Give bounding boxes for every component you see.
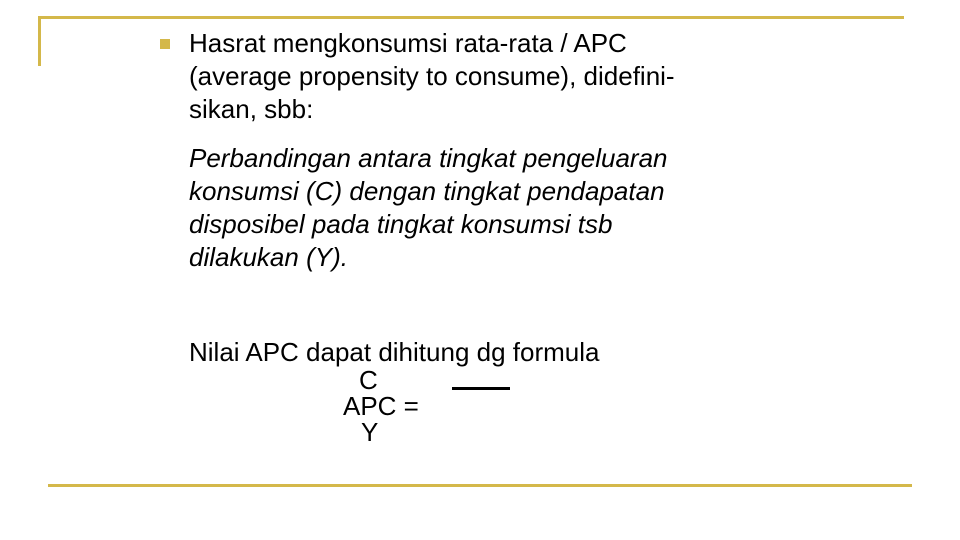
definition-line: disposibel pada tingkat konsumsi tsb [189,209,613,239]
formula-intro: Nilai APC dapat dihitung dg formula [189,337,600,367]
bullet-line: (average propensity to consume), didefini- [189,61,675,91]
square-bullet-icon [160,39,170,49]
bullet-line: sikan, sbb: [189,94,314,124]
bottom-divider [48,484,912,487]
definition-line: konsumsi (C) dengan tingkat pendapatan [189,176,665,206]
top-divider [40,16,904,19]
formula-lhs: APC = [343,391,419,421]
formula-numerator: C [359,365,378,395]
fraction-bar [452,387,510,390]
definition-text [189,142,668,274]
formula-denominator: Y [361,417,379,447]
left-accent-bar [38,16,41,66]
definition-line: dilakukan (Y). [189,242,348,272]
definition-line: Perbandingan antara tingkat pengeluaran [189,143,668,173]
bullet-line: Hasrat mengkonsumsi rata-rata / APC [189,28,627,58]
bullet-text [189,27,675,126]
